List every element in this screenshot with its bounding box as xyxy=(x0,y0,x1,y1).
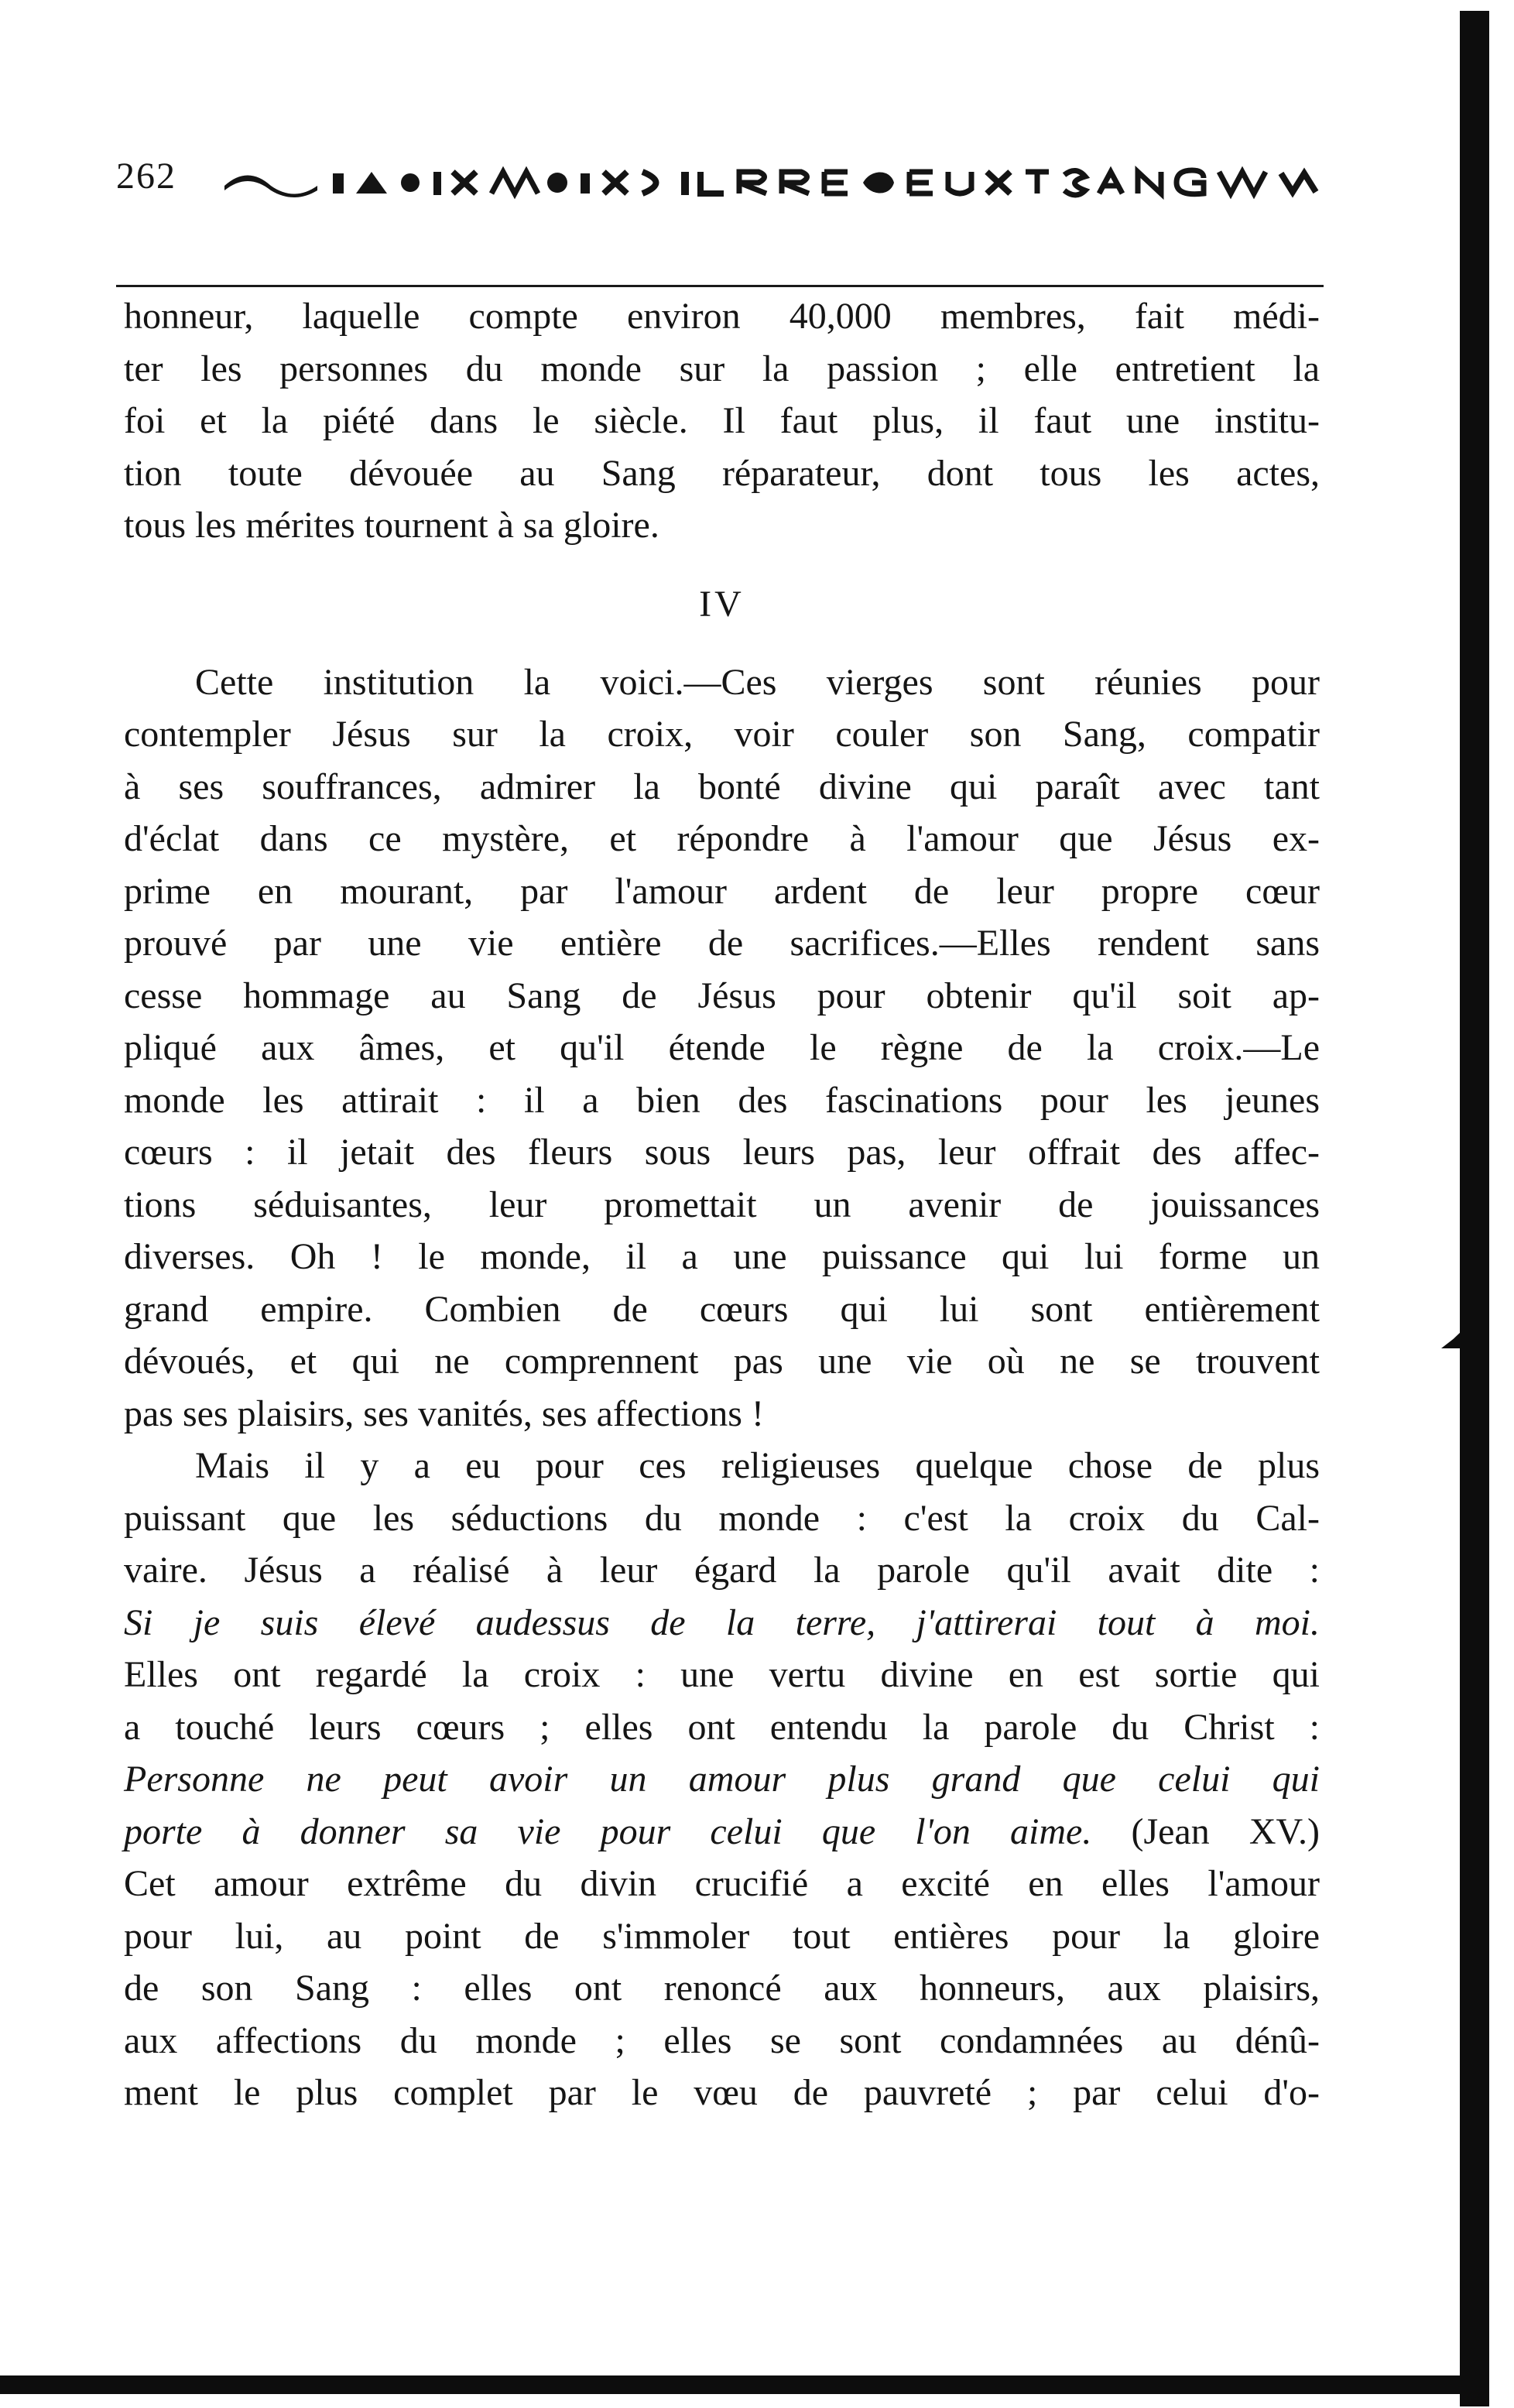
text-line: Mais il y a eu pour ces religieuses quelque chose de plus xyxy=(195,1445,1320,1486)
text-line: dévoués, et qui ne comprennent pas une vie où ne se trouvent xyxy=(124,1341,1320,1382)
text-line: cesse hommage au Sang de Jésus pour obtenir qu'il soit ap- xyxy=(124,975,1320,1016)
quotation-line: Personne ne peut avoir un amour plus grand que celui qui xyxy=(124,1759,1320,1800)
text-line: honneur, laquelle compte environ 40,000 membres, fait médi- xyxy=(124,296,1320,337)
section-heading: IV xyxy=(699,583,745,625)
running-head-ornament-icon xyxy=(224,166,1324,200)
page-body xyxy=(124,290,1320,2119)
quotation-line: Si je suis élevé audessus de la terre, j'attirerai tout à moi. xyxy=(124,1601,1320,1643)
text-line: pour lui, au point de s'immoler tout entières pour la gloire xyxy=(124,1915,1320,1957)
text-line: monde les attirait : il a bien des fascinations pour les jeunes xyxy=(124,1079,1320,1121)
quotation-line-with-citation xyxy=(124,1806,1320,1858)
text-line: foi et la piété dans le siècle. Il faut plus, il faut une institu- xyxy=(124,400,1320,441)
text-line: grand empire. Combien de cœurs qui lui sont entièrement xyxy=(124,1288,1320,1330)
text-line: pliqué aux âmes, et qu'il étende le règne de la croix.—Le xyxy=(124,1027,1320,1068)
quotation-text: porte à donner sa vie pour celui que l'on aime. xyxy=(124,1810,1092,1852)
text-line: diverses. Oh ! le monde, il a une puissance qui lui forme un xyxy=(124,1236,1320,1277)
page-edge-notch xyxy=(1441,1331,1461,1348)
text-line: Cette institution la voici.—Ces vierges sont réunies pour xyxy=(195,661,1320,703)
page-edge-shadow-right xyxy=(1460,11,1489,2406)
text-line: vaire. Jésus a réalisé à leur égard la parole qu'il avait dite : xyxy=(124,1550,1320,1591)
page-edge-shadow-bottom xyxy=(0,2375,1489,2394)
text-line: puissant que les séductions du monde : c'est la croix du Cal- xyxy=(124,1497,1320,1539)
text-line: tous les mérites tournent à sa gloire. xyxy=(124,505,659,546)
text-line: aux affections du monde ; elles se sont condamnées au dénû- xyxy=(124,2019,1320,2061)
running-header xyxy=(116,155,1324,209)
text-line: de son Sang : elles ont renoncé aux honneurs, aux plaisirs, xyxy=(124,1968,1320,2009)
text-line: pas ses plaisirs, ses vanités, ses affections ! xyxy=(124,1392,764,1434)
header-rule xyxy=(116,285,1324,287)
text-line: Cet amour extrême du divin crucifié a excité en elles l'amour xyxy=(124,1863,1320,1904)
text-line: à ses souffrances, admirer la bonté divine qui paraît avec tant xyxy=(124,766,1320,807)
text-line: contempler Jésus sur la croix, voir couler son Sang, compatir xyxy=(124,714,1320,755)
text-line: prouvé par une vie entière de sacrifices.—Elles rendent sans xyxy=(124,923,1320,964)
text-line: a touché leurs cœurs ; elles ont entendu la parole du Christ : xyxy=(124,1706,1320,1748)
citation: (Jean XV.) xyxy=(1091,1810,1320,1852)
text-line: cœurs : il jetait des fleurs sous leurs pas, leur offrait des affec- xyxy=(124,1132,1320,1173)
page-number: 262 xyxy=(116,156,176,197)
text-line: Elles ont regardé la croix : une vertu divine en est sortie qui xyxy=(124,1654,1320,1695)
text-line: ter les personnes du monde sur la passion ; elle entretient la xyxy=(124,348,1320,389)
text-line: prime en mourant, par l'amour ardent de leur propre cœur xyxy=(124,870,1320,912)
text-line: tion toute dévouée au Sang réparateur, dont tous les actes, xyxy=(124,452,1320,494)
text-line: d'éclat dans ce mystère, et répondre à l'amour que Jésus ex- xyxy=(124,818,1320,859)
text-line: ment le plus complet par le vœu de pauvreté ; par celui d'o- xyxy=(124,2072,1320,2113)
text-line: tions séduisantes, leur promettait un avenir de jouissances xyxy=(124,1183,1320,1225)
